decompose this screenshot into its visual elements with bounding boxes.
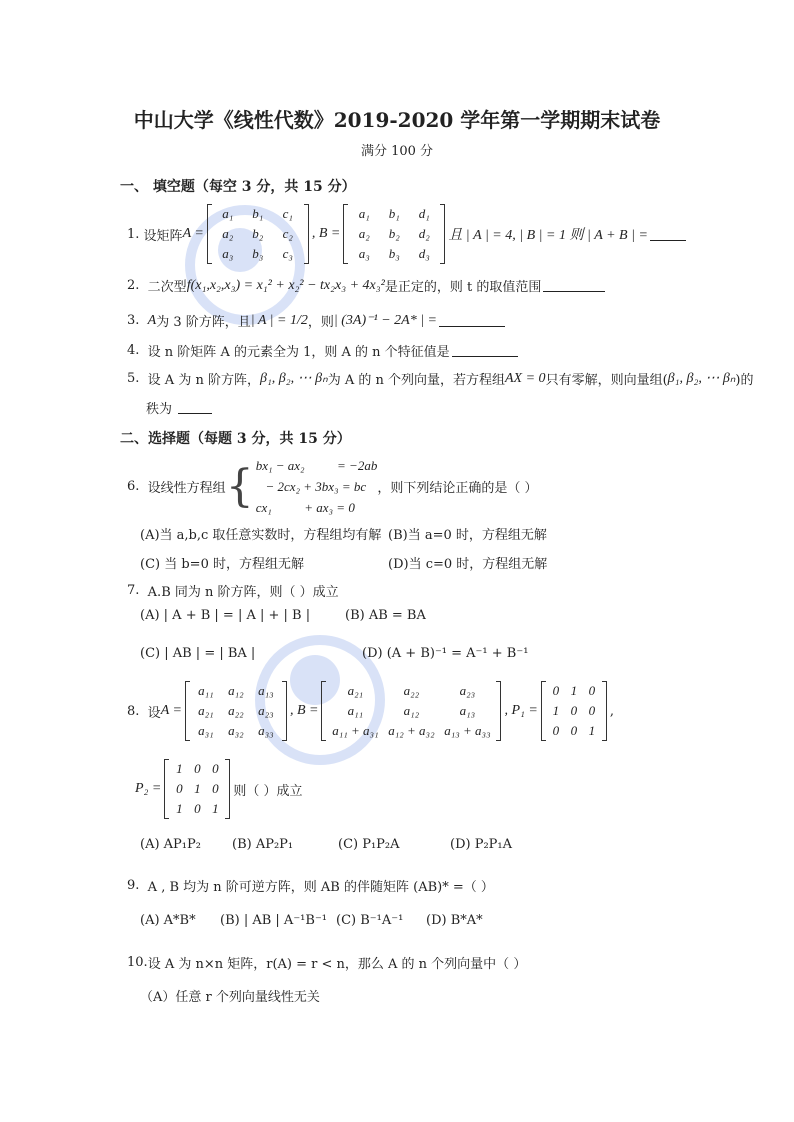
matrix-cell: b₁ [388,206,400,221]
answer-blank[interactable] [650,228,686,241]
matrix-cell: 1 [194,781,201,796]
answer-blank[interactable] [543,279,605,292]
matrix-cell: d₃ [418,246,430,261]
question-text: 设 [147,705,161,721]
matrix-b [343,204,445,264]
matrix-row [170,779,224,799]
page-title: 中山大学《线性代数》2019-2020 学年第一学期期末试卷 [133,108,661,132]
question-text: 设 A 为 n×n 矩阵，r(A) = r < n，那么 A 的 n 个列向量中（ ） [147,957,527,972]
math: , B = [289,703,319,718]
matrix-cell: 0 [212,781,219,796]
matrix-cell: a₂ [358,226,370,241]
question-text: A , B 均为 n 阶可逆方阵，则 AB 的伴随矩阵 (AB)* =（ ） [147,880,494,895]
math: β₁, β₂, ⋯ βₙ [667,371,736,386]
question-number: 3. [127,313,140,328]
question-10 [127,953,526,972]
matrix-row [547,681,601,701]
matrix-cell: c₁ [282,206,293,221]
section-fill-blank: 一、 填空题（每空 3 分，共 15 分） [120,179,356,195]
math: AX = 0 [505,370,546,386]
matrix-row [213,224,303,244]
matrix-cell: b₂ [388,226,400,241]
question-text: 设 A 为 n 阶方阵， [147,373,260,388]
question-text: 只有零解，则向量组( [545,373,668,388]
question-text: 是正定的，则 t 的取值范围 [384,280,542,295]
matrix-cell: a₁₁ [198,683,214,698]
option-b[interactable]: (B)当 a=0 时，方程组无解 [388,528,547,543]
matrix-row [547,721,601,741]
question-8: 8. 设 A = a₁₁ a₁₂ a₁₃ a₂₁ a₂₂ a₂₃ a₃₁ a₃₂ a₃₃ , B = a₂₁ a₂₂ a₂₃ a₁₁ a₁₂ a₁₃ a₁₁ + a₃₁ a₁₂ + a₃₂ a₁₃ + a₃₃ , P₁ = 0 1 0 1 0 0 0 0 1 , [127,681,614,741]
matrix-cell: a₁₃ [459,703,476,718]
question-text: 设线性方程组 [147,481,226,496]
option-a[interactable]: (A) AP₁P₂ [140,837,201,852]
matrix-cell: 0 [194,801,201,816]
matrix-cell: a₂₁ [198,703,214,718]
matrix-cell: d₁ [418,206,430,221]
question-6 [127,455,537,518]
answer-blank[interactable] [439,314,505,327]
math: | A | = 1/2 [250,312,308,328]
question-text: 为 3 阶方阵，且 [156,315,251,330]
matrix-cell: a₃ [222,246,234,261]
matrix-p2 [164,759,230,819]
option-d[interactable]: (D) B*A* [426,913,483,928]
matrix-cell: 0 [552,723,560,738]
matrix-row [213,204,303,224]
matrix-row [327,701,495,721]
question-number: 4. [127,343,140,358]
option-c[interactable]: (C) B⁻¹A⁻¹ [336,913,404,928]
matrix-cell: b₃ [252,246,264,261]
matrix-cell: a₁₂ [403,703,420,718]
math: , B = [311,226,341,241]
matrix-cell: a₂₃ [459,683,476,698]
matrix-cell: 0 [570,703,578,718]
option-c[interactable]: (C) P₁P₂A [338,837,400,852]
question-text: 为 A 的 n 个列向量，若方程组 [327,373,505,388]
matrix-cell: a₁₁ [347,703,364,718]
matrix-row [191,681,281,701]
matrix-cell: a₁ [222,206,234,221]
matrix-row [191,721,281,741]
matrix-cell: 1 [552,703,560,718]
matrix-cell: a₃₃ [258,723,274,738]
matrix-cell: a₁₃ [258,683,274,698]
matrix-cell: 0 [588,683,596,698]
matrix-a [207,204,309,264]
option-d[interactable]: (D)当 c=0 时，方程组无解 [388,557,548,572]
matrix-cell: 0 [194,761,201,776]
matrix-b [321,681,501,741]
option-b[interactable]: (B) AB = BA [345,608,426,623]
equation: cx₁ + ax₃ = 0 [255,500,355,515]
matrix-cell: 1 [176,801,183,816]
option-d[interactable]: (D) P₂P₁A [450,837,513,852]
option-a[interactable]: (A) A*B* [140,913,196,928]
question-2 [127,276,605,295]
matrix-cell: a₃₁ [198,723,214,738]
answer-blank[interactable] [452,344,518,357]
question-1 [127,204,686,264]
question-text: ，则下列结论正确的是（ ） [377,481,538,496]
question-text: A.B 同为 n 阶方阵，则（ ）成立 [147,585,339,600]
question-number: 6. [127,479,140,494]
matrix-row [213,244,303,264]
matrix-row [349,204,439,224]
math: 且 | A | = 4, | B | = 1 则 | A + B | = [448,228,648,243]
matrix-cell: 0 [552,683,560,698]
equation-system [256,455,378,518]
matrix-cell: 1 [176,761,183,776]
question-number: 7. [127,583,140,598]
question-number: 10. [127,955,148,970]
question-text: )的 [735,373,754,388]
math: A = [160,703,182,718]
matrix-cell: a₁₂ [228,683,244,698]
equation: − 2cx₂ + 3bx₃ = bc [255,479,367,494]
question-5-cont [146,398,212,417]
option-c[interactable]: (C) | AB | = | BA | [140,646,256,661]
matrix-cell: 1 [570,683,578,698]
matrix-row [327,681,495,701]
matrix-cell: b₁ [252,206,264,221]
matrix-cell: d₂ [418,226,430,241]
math: , P₁ = [504,703,538,718]
matrix-cell: a₁ [358,206,370,221]
matrix-cell: c₃ [282,246,293,261]
matrix-row [170,799,224,819]
matrix-p1 [541,681,607,741]
matrix-cell: a₂₁ [347,683,364,698]
math: β₁, β₂, ⋯ βₙ [259,371,328,386]
matrix-cell: c₂ [282,226,293,241]
math: | (3A)⁻¹ − 2A* | = [333,313,437,328]
question-4 [127,341,518,360]
math: P₂ = [135,781,162,796]
matrix-cell: b₂ [252,226,264,241]
matrix-row [349,244,439,264]
matrix-row [327,721,495,741]
matrix-cell: b₃ [388,246,400,261]
question-text: ，则 [307,315,334,330]
full-score: 满分 100 分 [360,144,434,159]
question-text: 秩为 [146,402,173,417]
matrix-cell: a₂₂ [403,683,420,698]
question-3 [127,311,505,330]
brace: { [225,460,254,512]
math: A [147,312,157,328]
option-a[interactable]: (A)当 a,b,c 取任意实数时，方程组均有解 [140,528,382,543]
question-9 [127,876,494,895]
question-text: 设矩阵 [143,228,183,244]
matrix-cell: 0 [212,761,219,776]
question-5 [127,369,753,388]
option-d[interactable]: (D) (A + B)⁻¹ = A⁻¹ + B⁻¹ [362,646,529,661]
matrix-cell: a₂ [222,226,234,241]
matrix-cell: 1 [212,801,219,816]
math: A = [182,226,204,241]
matrix-a [185,681,287,741]
matrix-cell: 0 [176,781,183,796]
matrix-cell: a₁₁ + a₃₁ [332,723,379,738]
matrix-cell: 0 [570,723,578,738]
question-7 [127,581,339,600]
matrix-row [170,759,224,779]
option-c[interactable]: (C) 当 b=0 时，方程组无解 [140,557,304,572]
question-number: 1. [127,226,140,242]
matrix-row [547,701,601,721]
question-text: 设 n 阶矩阵 A 的元素全为 1，则 A 的 n 个特征值是 [147,345,450,360]
matrix-cell: 0 [588,703,596,718]
equation: bx₁ − ax₂ = −2ab [255,458,378,473]
question-text: 二次型 [147,280,187,295]
matrix-cell: a₂₂ [228,703,244,718]
option-a[interactable]: （A）任意 r 个列向量线性无关 [140,990,320,1005]
question-number: 9. [127,878,140,893]
matrix-row [191,701,281,721]
option-b[interactable]: (B) AP₂P₁ [232,837,294,852]
matrix-cell: a₃ [358,246,370,261]
question-number: 8. [127,703,140,719]
matrix-cell: a₂₃ [258,703,274,718]
answer-blank[interactable] [178,401,212,414]
question-number: 5. [127,371,140,386]
option-a[interactable]: (A) | A + B | = | A | + | B | [140,608,311,623]
question-8-cont [135,759,303,819]
matrix-cell: 1 [588,723,596,738]
math: f(x₁,x₂,x₃) = x₁² + x₂² − tx₂x₃ + 4x₃² [186,277,385,293]
section-multiple-choice: 二、选择题（每题 3 分，共 15 分） [120,431,351,447]
matrix-cell: a₃₂ [228,723,244,738]
matrix-cell: a₁₃ + a₃₃ [444,723,491,738]
matrix-row [349,224,439,244]
question-text: 则（ ）成立 [233,783,303,799]
option-b[interactable]: (B) | AB | A⁻¹B⁻¹ [220,913,328,928]
question-number: 2. [127,278,140,293]
matrix-cell: a₁₂ + a₃₂ [388,723,435,738]
